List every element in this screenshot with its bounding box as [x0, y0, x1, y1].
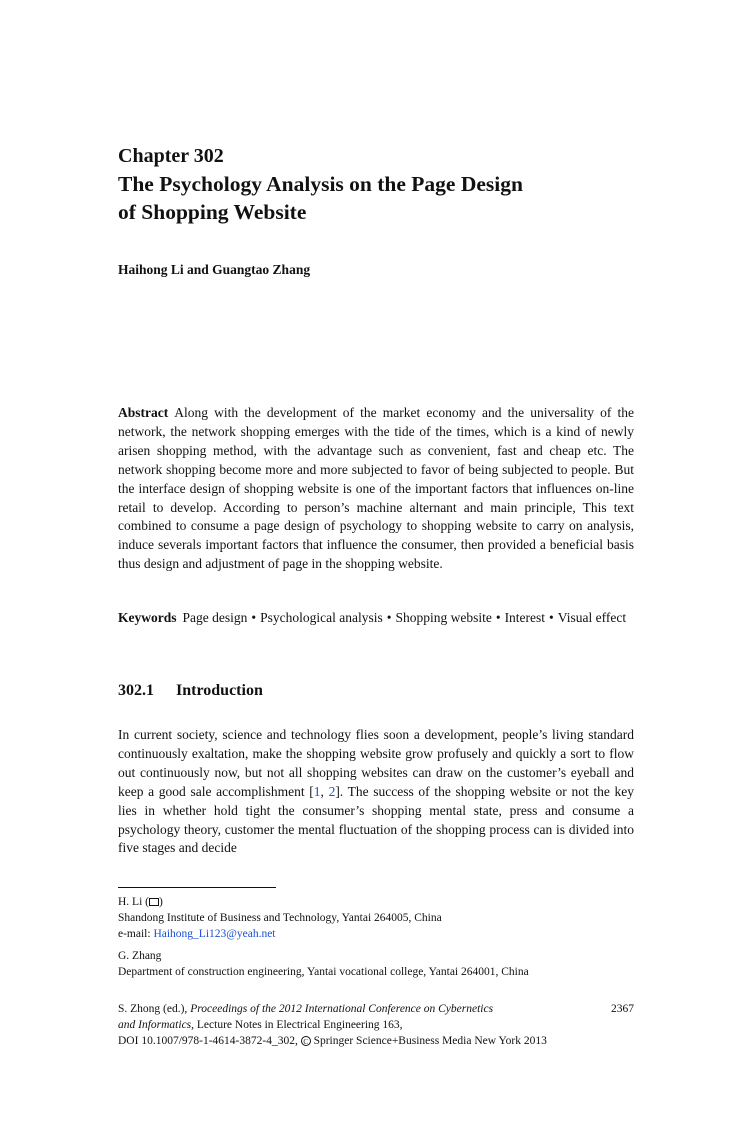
keyword-separator: •: [251, 610, 257, 625]
author-list: Haihong Li and Guangtao Zhang: [118, 262, 311, 277]
footnote-affiliation: Department of construction engineering, Yantai vocational college, Yantai 264001, China: [118, 966, 529, 978]
copyright-icon: C: [301, 1036, 311, 1046]
abstract-text: Along with the development of the market economy and the universality of the network, the network shopping emerges with the tide of the times, which is a kind of newly arisen shopping method, with the advantage such as convenient, fast and cheap etc. The network shopping become more and more subjected to favor of being subjected to people. But the interface design of shopping website is one of the important factors that influences on-line retail to develop. According to person’s machine alternant and main principle, This text combined to consume a page design of psychology to shopping website to carry on analysis, induce severals important factors that influence the consumer, then provided a beneficial basis thus design and adjustment of page in the shopping website.: [118, 405, 634, 572]
section-title: Introduction: [176, 682, 263, 699]
keyword-item: Interest: [504, 610, 546, 625]
citation-line: [118, 1033, 634, 1049]
keywords: [118, 609, 634, 628]
keyword-item: Shopping website: [395, 610, 492, 625]
citation-doi: DOI 10.1007/978-1-4614-3872-4_302,: [118, 1035, 301, 1047]
citation-line: [118, 1001, 634, 1017]
chapter-title-line: of Shopping Website: [118, 200, 307, 224]
footnote-author-2: [118, 948, 634, 980]
keywords-label: Keywords: [118, 610, 177, 625]
keyword-separator: •: [386, 610, 392, 625]
citation-proceedings-cont: and Informatics,: [118, 1019, 195, 1031]
intro-text-end: ]. The success of the shopping website or not the key lies in whether hold tight the consumer’s shopping mental state, press and consume a psychology theory, customer the mental fluctuation of the shopping process can is divided into five stages and decide: [118, 783, 635, 856]
footnote-affiliation: Shandong Institute of Business and Technology, Yantai 264005, China: [118, 912, 442, 924]
introduction-paragraph: [118, 726, 634, 858]
envelope-icon: [149, 898, 159, 906]
section-heading: [118, 681, 263, 701]
author-1-name-close: ): [158, 896, 163, 908]
footnote-author-name: [118, 894, 634, 910]
reference-link-1[interactable]: 1: [313, 783, 321, 799]
intro-text-start: In current society, science and technology flies soon a development, people’s living standard continuously exaltation, make the shopping website grow profusely and quickly a sort to flow out continuously now, but not all shopping websites can draw on the customer’s eyeball and keep a good sale accomplishment [: [118, 727, 634, 799]
email-link[interactable]: Haihong_Li123@yeah.net: [153, 928, 276, 940]
citation-block: [118, 1001, 634, 1049]
chapter-title: [118, 170, 634, 226]
abstract: [118, 404, 634, 574]
citation-line: [118, 1017, 634, 1033]
keyword-item: Psychological analysis: [260, 610, 383, 625]
keyword-item: Visual effect: [557, 610, 627, 625]
footnote-author-1: [118, 894, 634, 942]
citation-series: Lecture Notes in Electrical Engineering 163,: [194, 1019, 403, 1031]
keyword-separator: •: [549, 610, 554, 625]
keyword-separator: •: [495, 610, 501, 625]
citation-proceedings: Proceedings of the 2012 International Conference on Cybernetics: [190, 1003, 494, 1015]
chapter-label: Chapter 302: [118, 145, 224, 167]
email-label: e-mail:: [118, 928, 154, 940]
citation-publisher: Springer Science+Business Media New York 2013: [310, 1035, 547, 1047]
footnote-divider: [118, 887, 276, 888]
author-1-name: H. Li (: [118, 896, 149, 908]
keyword-item: Page design: [182, 610, 248, 625]
reference-link-2[interactable]: 2: [328, 783, 336, 799]
reference-separator: ,: [320, 783, 329, 799]
chapter-title-line: The Psychology Analysis on the Page Design: [118, 172, 523, 196]
section-number: 302.1: [118, 682, 154, 699]
abstract-label: Abstract: [118, 405, 169, 420]
footnote-email-line: [118, 926, 634, 942]
citation-editor: S. Zhong (ed.),: [118, 1003, 191, 1015]
footnote-author-name: G. Zhang: [118, 950, 162, 962]
page-number: 2367: [611, 1003, 634, 1015]
